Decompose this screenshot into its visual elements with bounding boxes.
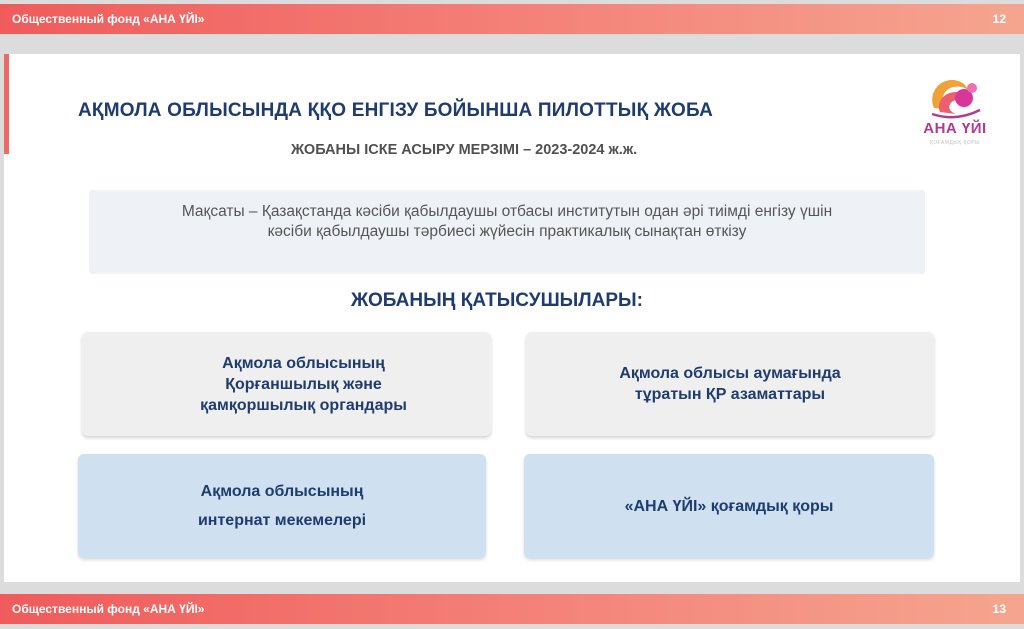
logo-mark-icon <box>926 74 984 120</box>
footer-page-number: 13 <box>992 602 1006 616</box>
participants-heading: ЖОБАНЫҢ ҚАТЫСУШЫЛАРЫ: <box>351 290 643 311</box>
slide-accent-bar <box>4 54 9 154</box>
header-page-number: 12 <box>992 12 1006 26</box>
goal-line: Мақсаты – Қазақстанда кәсіби қабылдаушы отбасы институтын одан әрі тиімді енгізу үшін <box>181 203 833 220</box>
card-line: тұратын ҚР азаматтары <box>634 386 826 403</box>
footer-org-name: Общественный фонд «АНА ҮЙІ» <box>12 602 205 616</box>
footer-band <box>0 594 1024 624</box>
header-org-name: Общественный фонд «АНА ҮЙІ» <box>12 12 205 26</box>
participant-card-foundation <box>524 454 934 558</box>
slide <box>4 54 1020 582</box>
participant-card-boarding-institutions <box>78 454 486 558</box>
card-line: интернат мекемелері <box>197 512 367 529</box>
slide-subtitle: ЖОБАНЫ ІСКЕ АСЫРУ МЕРЗІМІ – 2023-2024 ж.ж. <box>291 142 638 158</box>
logo <box>916 74 994 154</box>
slide-title: АҚМОЛА ОБЛЫСЫНДА ҚҚО ЕНГІЗУ БОЙЫНША ПИЛОТТЫҚ ЖОБА <box>78 100 714 121</box>
goal-line: кәсіби қабылдаушы тәрбиесі жүйесін практикалық сынақтан өткізу <box>267 223 747 240</box>
header-band <box>0 4 1024 34</box>
card-line: Ақмола облысының <box>200 483 364 500</box>
card-line: «АНА ҮЙІ» қоғамдық қоры <box>624 497 834 515</box>
participant-card-citizens <box>526 332 934 436</box>
participant-card-guardianship <box>82 332 491 436</box>
logo-name: АНА ҮЙІ <box>923 120 987 137</box>
logo-subtitle: ҚОҒАМДЫҚ ҚОРЫ <box>929 140 981 146</box>
goal-box <box>89 190 925 274</box>
card-line: Ақмола облысының <box>222 354 385 372</box>
card-line: қамқоршылық органдары <box>200 396 407 414</box>
card-line: Қорғаншылық және <box>225 375 382 393</box>
card-line: Ақмола облысы аумағында <box>619 365 841 382</box>
